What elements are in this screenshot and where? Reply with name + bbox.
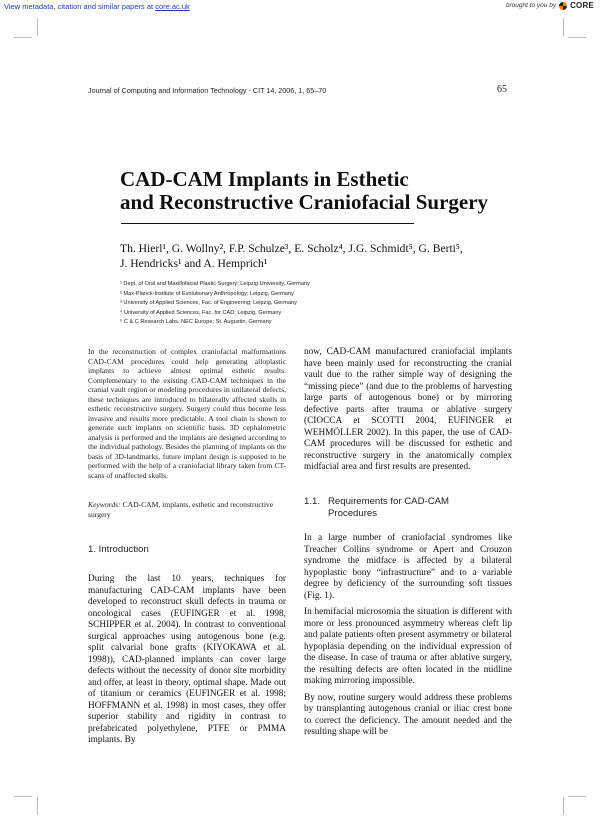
core-banner (0, 0, 600, 14)
subsection-title-line-1: Requirements for CAD-CAM (328, 496, 450, 507)
brought-by-notice: brought to you by CORE (505, 1, 594, 10)
title-underline (121, 223, 414, 224)
crop-mark (563, 797, 564, 815)
keywords-text: CAD-CAM, implants, esthetic and reconstructive surgery (88, 500, 274, 519)
authors-line-2: J. Hendricks¹ and A. Hemprich¹ (120, 257, 268, 270)
crop-mark (37, 18, 38, 36)
affiliation-item: ⁵ C & C Research Labs. NEC Europe; St. Augustin, Germany (120, 319, 272, 326)
page-number: 65 (497, 84, 507, 95)
affiliation-item: ¹ Dept. of Oral and Maxillofacial Plastic Surgery; Leipzig University, Germany (120, 281, 310, 287)
introduction-continuation: now, CAD-CAM manufactured craniofacial implants have been mainly used for reconstructing the cranial vault due to the rather simple way of designing the “missing piece” (and due to the problems of harvesting large parts of autogenous bone) or by mirroring defective parts after trauma or ablative surgery (CIOCCA et SCOTTI 2004, EUFINGER et WEHMÖLLER 2002). In this paper, the use of CAD-CAM procedures will be discussed for esthetic and reconstructive surgery in the anatomically complex midfacial area and first results are presented. (304, 347, 512, 472)
introduction-text: During the last 10 years, techniques for manufacturing CAD-CAM implants have been developed to reconstruct skull defects in trauma or oncological cases (EUFINGER et al. 1998, SCHIPPER et al. 2004). In contrast to conventional surgical approaches using autogenous bone (e.g. split calvarial bone grafts (KIYOKAWA et al. 1998)), CAD-planned implants can cover large defects without the necessity of donor site morbidity and offer, at least in theory, optimal shape. Made out of titanium or ceramics (EUFINGER et al. 1998; HOFFMANN et al. 1998) in most cases, they offer superior stability and rigidity in contrast to prefabricated polyethylene, PTFE or PMMA implants. By (88, 574, 286, 745)
crop-mark (563, 18, 564, 36)
section-heading-introduction: 1. Introduction (88, 544, 149, 555)
metadata-notice: View metadata, citation and similar papers at core.ac.uk (4, 2, 190, 11)
affiliation-item: ³ University of Applied Sciences, Fac. of Engineering; Leipzig, Germany (120, 300, 297, 307)
authors-line-1: Th. Hierl¹, G. Wollny², F.P. Schulze³, E. Scholz⁴, J.G. Schmidt⁵, G. Berti⁵, (120, 242, 463, 255)
requirements-body (304, 533, 512, 744)
subsection-number: 1.1. (304, 496, 321, 507)
subsection-title-line-2: Procedures (328, 507, 378, 519)
paragraph: In a large number of craniofacial syndromes like Treacher Collins syndrome or Apert and Crouzon syndrome the midface is affected by a bilateral hypoplastic bony “infrastructure” and to a variable degree by deficiency of the surrounding soft tissues (Fig. 1). (304, 533, 512, 601)
subsection-heading-requirements (304, 496, 512, 519)
core-logo-icon (559, 2, 567, 10)
title-line-2: and Reconstructive Craniofacial Surgery (120, 190, 489, 214)
paragraph: By now, routine surgery would address these problems by transplanting autogenous cranial or iliac crest bone to correct the deficiency. The amount needed and the resulting shape will be (304, 692, 512, 737)
title-line-1: CAD-CAM Implants in Esthetic (120, 167, 409, 191)
core-logo[interactable]: CORE (570, 1, 594, 10)
paragraph: In hemifacial microsomia the situation is different with more or less pronounced asymmetry whereas cleft lip and palate patients often present asymmetry or bilateral hypoplasia depending on the individual expression of the disease. In case of trauma or after ablative surgery, the resulting defects are often located in the midline making mirroring impossible. (304, 607, 512, 686)
affiliations (120, 280, 310, 328)
keywords-label: Keywords: (88, 500, 121, 509)
affiliation-item: ⁴ University of Applied Sciences, Fac. for CAD; Leipzig, Germany (120, 309, 282, 316)
crop-mark (568, 37, 586, 38)
keywords (88, 500, 286, 519)
paper-title (120, 168, 488, 214)
crop-mark (14, 796, 32, 797)
core-link[interactable]: core.ac.uk (155, 2, 190, 11)
crop-mark (14, 37, 32, 38)
crop-mark (37, 797, 38, 815)
author-list (120, 241, 515, 271)
affiliation-item: ² Max-Planck-Institute of Evolutionary Anthropology; Leipzig, Germany (120, 290, 294, 297)
crop-mark (568, 796, 586, 797)
journal-header: Journal of Computing and Information Technology - CIT 14, 2006, 1, 65–70 (88, 86, 327, 95)
abstract-text: In the reconstruction of complex craniofacial malformations CAD-CAM procedures could help generating alloplastic implants to achieve almost optimal esthetic results. Complementary to the existing CAD-CAM techniques in the cranial vault region or modeling procedures in unilateral defects, these techniques are introduced to bilaterally affected skulls in esthetic reconstructive surgery. Surgery could thus become less invasive and results more predictable. A tool chain is shown to generate such implants on scientific basis. 3D cephalometric analysis is performed and the implants are designed according to the individual pathology. Besides the planning of implants on the basis of 3D-landmarks, future implant design is supposed to be performed with the help of a craniofacial library taken from CT-scans of unaffected skulls. (88, 347, 286, 480)
